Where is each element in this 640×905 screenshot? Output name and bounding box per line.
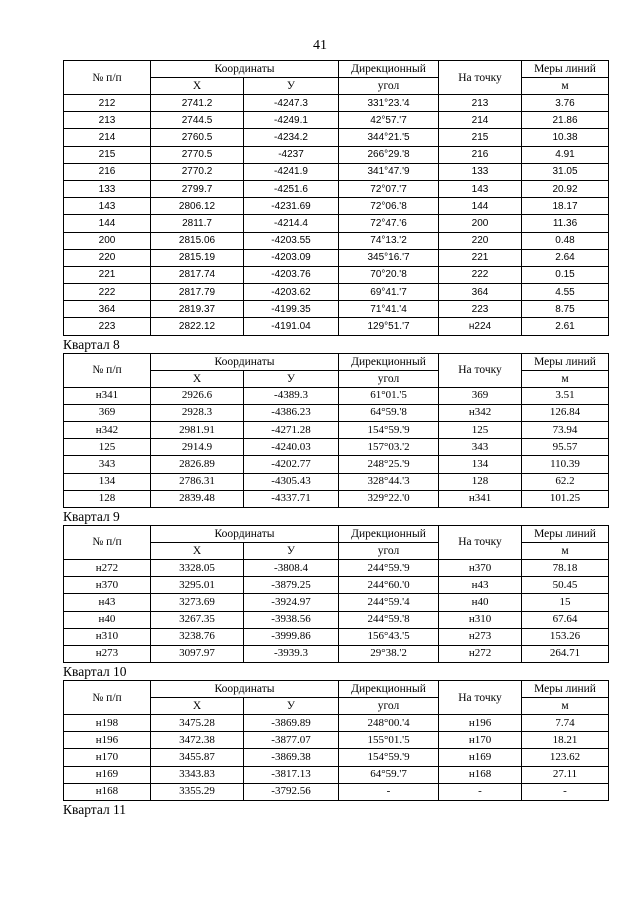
cell-num: 213 xyxy=(64,112,151,129)
cell-num: 125 xyxy=(64,439,151,456)
table-row xyxy=(64,163,609,180)
cell-to-point: 214 xyxy=(439,112,522,129)
header-x: Х xyxy=(151,698,244,715)
cell-y: -4305.43 xyxy=(244,473,339,490)
cell-to-point: н169 xyxy=(439,749,522,766)
cell-x: 2822.12 xyxy=(151,318,244,335)
cell-num: 134 xyxy=(64,473,151,490)
cell-length: 18.21 xyxy=(522,732,609,749)
cell-y: -4191.04 xyxy=(244,318,339,335)
cell-length: - xyxy=(522,783,609,800)
cell-direction: 71°41.'4 xyxy=(339,301,439,318)
cell-length: 50.45 xyxy=(522,577,609,594)
cell-num: н310 xyxy=(64,628,151,645)
cell-direction: 69°41.'7 xyxy=(339,284,439,301)
cell-x: 2815.06 xyxy=(151,232,244,249)
coordinates-table xyxy=(63,353,609,508)
coordinates-table xyxy=(63,525,609,663)
cell-to-point: 221 xyxy=(439,249,522,266)
header-y: У xyxy=(244,542,339,559)
cell-num: 212 xyxy=(64,95,151,112)
cell-num: н370 xyxy=(64,577,151,594)
table-row xyxy=(64,249,609,266)
cell-to-point: 144 xyxy=(439,198,522,215)
cell-x: 2806.12 xyxy=(151,198,244,215)
table-row xyxy=(64,715,609,732)
cell-length: 126.84 xyxy=(522,404,609,421)
document-content xyxy=(63,60,608,818)
cell-x: 2819.37 xyxy=(151,301,244,318)
cell-direction: - xyxy=(339,783,439,800)
cell-num: н272 xyxy=(64,559,151,576)
cell-to-point: 215 xyxy=(439,129,522,146)
cell-x: 3238.76 xyxy=(151,628,244,645)
cell-x: 3273.69 xyxy=(151,594,244,611)
cell-direction: 61°01.'5 xyxy=(339,387,439,404)
cell-y: -4203.55 xyxy=(244,232,339,249)
cell-direction: 266°29.'8 xyxy=(339,146,439,163)
table-row xyxy=(64,559,609,576)
cell-to-point: н224 xyxy=(439,318,522,335)
cell-to-point: 222 xyxy=(439,266,522,283)
cell-length: 21.86 xyxy=(522,112,609,129)
cell-x: 2826.89 xyxy=(151,456,244,473)
cell-num: н170 xyxy=(64,749,151,766)
cell-y: -4237 xyxy=(244,146,339,163)
cell-num: 128 xyxy=(64,490,151,507)
cell-direction: 244°59.'9 xyxy=(339,559,439,576)
cell-length: 3.51 xyxy=(522,387,609,404)
table-row xyxy=(64,215,609,232)
table-row xyxy=(64,232,609,249)
cell-y: -4249.1 xyxy=(244,112,339,129)
cell-x: 3455.87 xyxy=(151,749,244,766)
table-row xyxy=(64,766,609,783)
cell-num: 133 xyxy=(64,180,151,197)
cell-to-point: 213 xyxy=(439,95,522,112)
header-x: Х xyxy=(151,542,244,559)
cell-x: 3295.01 xyxy=(151,577,244,594)
header-direction-bottom: угол xyxy=(339,542,439,559)
cell-direction: 341°47.'9 xyxy=(339,163,439,180)
cell-length: 264.71 xyxy=(522,645,609,662)
cell-length: 3.76 xyxy=(522,95,609,112)
cell-direction: 42°57.'7 xyxy=(339,112,439,129)
cell-length: 10.38 xyxy=(522,129,609,146)
cell-y: -4386.23 xyxy=(244,404,339,421)
cell-direction: 154°59.'9 xyxy=(339,749,439,766)
cell-direction: 155°01.'5 xyxy=(339,732,439,749)
header-coordinates: Координаты xyxy=(151,353,339,370)
table-row xyxy=(64,266,609,283)
cell-num: 143 xyxy=(64,198,151,215)
header-direction-top: Дирекционный xyxy=(339,61,439,78)
header-to-point: На точку xyxy=(439,61,522,95)
cell-y: -3999.86 xyxy=(244,628,339,645)
cell-direction: 72°47.'6 xyxy=(339,215,439,232)
cell-y: -3877.07 xyxy=(244,732,339,749)
cell-length: 15 xyxy=(522,594,609,611)
cell-to-point: н341 xyxy=(439,490,522,507)
cell-num: 369 xyxy=(64,404,151,421)
cell-to-point: н170 xyxy=(439,732,522,749)
cell-num: 221 xyxy=(64,266,151,283)
table-row xyxy=(64,146,609,163)
cell-direction: 244°59.'4 xyxy=(339,594,439,611)
cell-x: 3328.05 xyxy=(151,559,244,576)
cell-x: 2811.7 xyxy=(151,215,244,232)
table-row xyxy=(64,732,609,749)
cell-direction: 74°13.'2 xyxy=(339,232,439,249)
cell-length: 11.36 xyxy=(522,215,609,232)
quarter-title: Квартал 8 xyxy=(63,336,120,352)
table-row xyxy=(64,404,609,421)
cell-x: 2741.2 xyxy=(151,95,244,112)
header-x: Х xyxy=(151,370,244,387)
cell-x: 2815.19 xyxy=(151,249,244,266)
table-row xyxy=(64,439,609,456)
cell-x: 2981.91 xyxy=(151,422,244,439)
cell-num: 222 xyxy=(64,284,151,301)
cell-to-point: н342 xyxy=(439,404,522,421)
cell-x: 2770.2 xyxy=(151,163,244,180)
cell-y: -3792.56 xyxy=(244,783,339,800)
header-y: У xyxy=(244,78,339,95)
cell-num: 220 xyxy=(64,249,151,266)
cell-length: 31.05 xyxy=(522,163,609,180)
cell-num: н342 xyxy=(64,422,151,439)
header-direction-top: Дирекционный xyxy=(339,681,439,698)
cell-y: -3817.13 xyxy=(244,766,339,783)
table-row xyxy=(64,112,609,129)
cell-length: 2.61 xyxy=(522,318,609,335)
cell-length: 0.15 xyxy=(522,266,609,283)
header-measures-bottom: м xyxy=(522,542,609,559)
cell-y: -4203.62 xyxy=(244,284,339,301)
header-coordinates: Координаты xyxy=(151,681,339,698)
coordinates-table xyxy=(63,680,609,801)
cell-to-point: н310 xyxy=(439,611,522,628)
cell-length: 101.25 xyxy=(522,490,609,507)
cell-direction: 329°22.'0 xyxy=(339,490,439,507)
cell-direction: 72°06.'8 xyxy=(339,198,439,215)
header-measures-bottom: м xyxy=(522,698,609,715)
cell-y: -4214.4 xyxy=(244,215,339,232)
header-y: У xyxy=(244,370,339,387)
table-row xyxy=(64,422,609,439)
cell-y: -3869.89 xyxy=(244,715,339,732)
table-row xyxy=(64,387,609,404)
header-measures-bottom: м xyxy=(522,370,609,387)
cell-y: -4337.71 xyxy=(244,490,339,507)
cell-x: 3475.28 xyxy=(151,715,244,732)
cell-direction: 129°51.'7 xyxy=(339,318,439,335)
cell-y: -4241.9 xyxy=(244,163,339,180)
header-x: Х xyxy=(151,78,244,95)
cell-x: 3355.29 xyxy=(151,783,244,800)
cell-direction: 29°38.'2 xyxy=(339,645,439,662)
cell-length: 67.64 xyxy=(522,611,609,628)
header-direction-top: Дирекционный xyxy=(339,353,439,370)
table-row xyxy=(64,129,609,146)
table-row xyxy=(64,284,609,301)
cell-length: 18.17 xyxy=(522,198,609,215)
cell-y: -3879.25 xyxy=(244,577,339,594)
cell-x: 2928.3 xyxy=(151,404,244,421)
cell-direction: 244°60.'0 xyxy=(339,577,439,594)
header-num: № п/п xyxy=(64,681,151,715)
header-direction-bottom: угол xyxy=(339,78,439,95)
cell-direction: 157°03.'2 xyxy=(339,439,439,456)
cell-length: 123.62 xyxy=(522,749,609,766)
cell-direction: 72°07.'7 xyxy=(339,180,439,197)
quarter-title: Квартал 9 xyxy=(63,508,120,524)
cell-to-point: 125 xyxy=(439,422,522,439)
quarter-title: Квартал 10 xyxy=(63,664,127,680)
header-measures-top: Меры линий xyxy=(522,525,609,542)
cell-direction: 328°44.'3 xyxy=(339,473,439,490)
table-row xyxy=(64,473,609,490)
cell-to-point: 133 xyxy=(439,163,522,180)
header-direction-bottom: угол xyxy=(339,698,439,715)
cell-y: -4271.28 xyxy=(244,422,339,439)
cell-length: 95.57 xyxy=(522,439,609,456)
cell-direction: 248°25.'9 xyxy=(339,456,439,473)
cell-length: 73.94 xyxy=(522,422,609,439)
table-row xyxy=(64,456,609,473)
header-num: № п/п xyxy=(64,525,151,559)
cell-num: н40 xyxy=(64,611,151,628)
header-measures-bottom: м xyxy=(522,78,609,95)
table-row xyxy=(64,180,609,197)
cell-length: 27.11 xyxy=(522,766,609,783)
table-row xyxy=(64,490,609,507)
table-row xyxy=(64,301,609,318)
cell-x: 2914.9 xyxy=(151,439,244,456)
cell-x: 3267.35 xyxy=(151,611,244,628)
cell-to-point: 364 xyxy=(439,284,522,301)
cell-num: 343 xyxy=(64,456,151,473)
cell-length: 0.48 xyxy=(522,232,609,249)
cell-num: н273 xyxy=(64,645,151,662)
cell-x: 2760.5 xyxy=(151,129,244,146)
cell-y: -3938.56 xyxy=(244,611,339,628)
cell-direction: 64°59.'7 xyxy=(339,766,439,783)
table-row xyxy=(64,645,609,662)
table-row xyxy=(64,628,609,645)
cell-num: 364 xyxy=(64,301,151,318)
cell-y: -4389.3 xyxy=(244,387,339,404)
table-row xyxy=(64,749,609,766)
cell-num: н168 xyxy=(64,783,151,800)
table-row xyxy=(64,318,609,335)
cell-direction: 244°59.'8 xyxy=(339,611,439,628)
cell-to-point: 200 xyxy=(439,215,522,232)
cell-length: 110.39 xyxy=(522,456,609,473)
header-measures-top: Меры линий xyxy=(522,681,609,698)
cell-to-point: н43 xyxy=(439,577,522,594)
cell-x: 2799.7 xyxy=(151,180,244,197)
header-to-point: На точку xyxy=(439,525,522,559)
cell-length: 4.91 xyxy=(522,146,609,163)
cell-to-point: 216 xyxy=(439,146,522,163)
cell-x: 3097.97 xyxy=(151,645,244,662)
cell-to-point: 128 xyxy=(439,473,522,490)
header-measures-top: Меры линий xyxy=(522,353,609,370)
header-num: № п/п xyxy=(64,61,151,95)
cell-x: 3343.83 xyxy=(151,766,244,783)
cell-length: 7.74 xyxy=(522,715,609,732)
cell-y: -4247.3 xyxy=(244,95,339,112)
cell-num: 223 xyxy=(64,318,151,335)
cell-direction: 156°43.'5 xyxy=(339,628,439,645)
cell-y: -4240.03 xyxy=(244,439,339,456)
cell-to-point: 220 xyxy=(439,232,522,249)
header-direction-bottom: угол xyxy=(339,370,439,387)
cell-direction: 344°21.'5 xyxy=(339,129,439,146)
cell-num: н198 xyxy=(64,715,151,732)
table-row xyxy=(64,95,609,112)
cell-y: -3939.3 xyxy=(244,645,339,662)
cell-to-point: 143 xyxy=(439,180,522,197)
cell-direction: 331°23.'4 xyxy=(339,95,439,112)
cell-direction: 70°20.'8 xyxy=(339,266,439,283)
table-row xyxy=(64,783,609,800)
table-row xyxy=(64,594,609,611)
cell-y: -4203.09 xyxy=(244,249,339,266)
header-coordinates: Координаты xyxy=(151,525,339,542)
header-direction-top: Дирекционный xyxy=(339,525,439,542)
cell-y: -4202.77 xyxy=(244,456,339,473)
cell-to-point: н168 xyxy=(439,766,522,783)
page-number: 41 xyxy=(313,38,327,53)
header-coordinates: Координаты xyxy=(151,61,339,78)
cell-num: н169 xyxy=(64,766,151,783)
cell-num: н43 xyxy=(64,594,151,611)
cell-to-point: 369 xyxy=(439,387,522,404)
cell-num: 216 xyxy=(64,163,151,180)
cell-x: 2744.5 xyxy=(151,112,244,129)
table-row xyxy=(64,611,609,628)
cell-y: -3924.97 xyxy=(244,594,339,611)
cell-length: 62.2 xyxy=(522,473,609,490)
cell-direction: 248°00.'4 xyxy=(339,715,439,732)
cell-num: 200 xyxy=(64,232,151,249)
cell-direction: 154°59.'9 xyxy=(339,422,439,439)
cell-y: -4231.69 xyxy=(244,198,339,215)
cell-x: 2817.74 xyxy=(151,266,244,283)
sections-container xyxy=(63,60,608,801)
cell-y: -3808.4 xyxy=(244,559,339,576)
header-num: № п/п xyxy=(64,353,151,387)
cell-to-point: 343 xyxy=(439,439,522,456)
cell-y: -4234.2 xyxy=(244,129,339,146)
header-to-point: На точку xyxy=(439,681,522,715)
cell-x: 3472.38 xyxy=(151,732,244,749)
cell-length: 8.75 xyxy=(522,301,609,318)
cell-length: 4.55 xyxy=(522,284,609,301)
cell-x: 2770.5 xyxy=(151,146,244,163)
table-row xyxy=(64,577,609,594)
cell-x: 2786.31 xyxy=(151,473,244,490)
cell-to-point: н196 xyxy=(439,715,522,732)
header-y: У xyxy=(244,698,339,715)
header-measures-top: Меры линий xyxy=(522,61,609,78)
quarter-title: Квартал 11 xyxy=(63,802,127,817)
cell-num: 215 xyxy=(64,146,151,163)
cell-y: -3869.38 xyxy=(244,749,339,766)
header-to-point: На точку xyxy=(439,353,522,387)
cell-length: 20.92 xyxy=(522,180,609,197)
table-row xyxy=(64,198,609,215)
cell-length: 2.64 xyxy=(522,249,609,266)
cell-num: н341 xyxy=(64,387,151,404)
cell-to-point: н40 xyxy=(439,594,522,611)
cell-num: 214 xyxy=(64,129,151,146)
cell-direction: 64°59.'8 xyxy=(339,404,439,421)
cell-to-point: н272 xyxy=(439,645,522,662)
cell-x: 2817.79 xyxy=(151,284,244,301)
cell-to-point: н273 xyxy=(439,628,522,645)
cell-to-point: 223 xyxy=(439,301,522,318)
cell-y: -4199.35 xyxy=(244,301,339,318)
cell-x: 2839.48 xyxy=(151,490,244,507)
cell-to-point: - xyxy=(439,783,522,800)
coordinates-table xyxy=(63,60,609,336)
cell-to-point: 134 xyxy=(439,456,522,473)
cell-y: -4203.76 xyxy=(244,266,339,283)
cell-length: 78.18 xyxy=(522,559,609,576)
cell-y: -4251.6 xyxy=(244,180,339,197)
cell-num: н196 xyxy=(64,732,151,749)
cell-x: 2926.6 xyxy=(151,387,244,404)
cell-length: 153.26 xyxy=(522,628,609,645)
cell-num: 144 xyxy=(64,215,151,232)
cell-to-point: н370 xyxy=(439,559,522,576)
cell-direction: 345°16.'7 xyxy=(339,249,439,266)
